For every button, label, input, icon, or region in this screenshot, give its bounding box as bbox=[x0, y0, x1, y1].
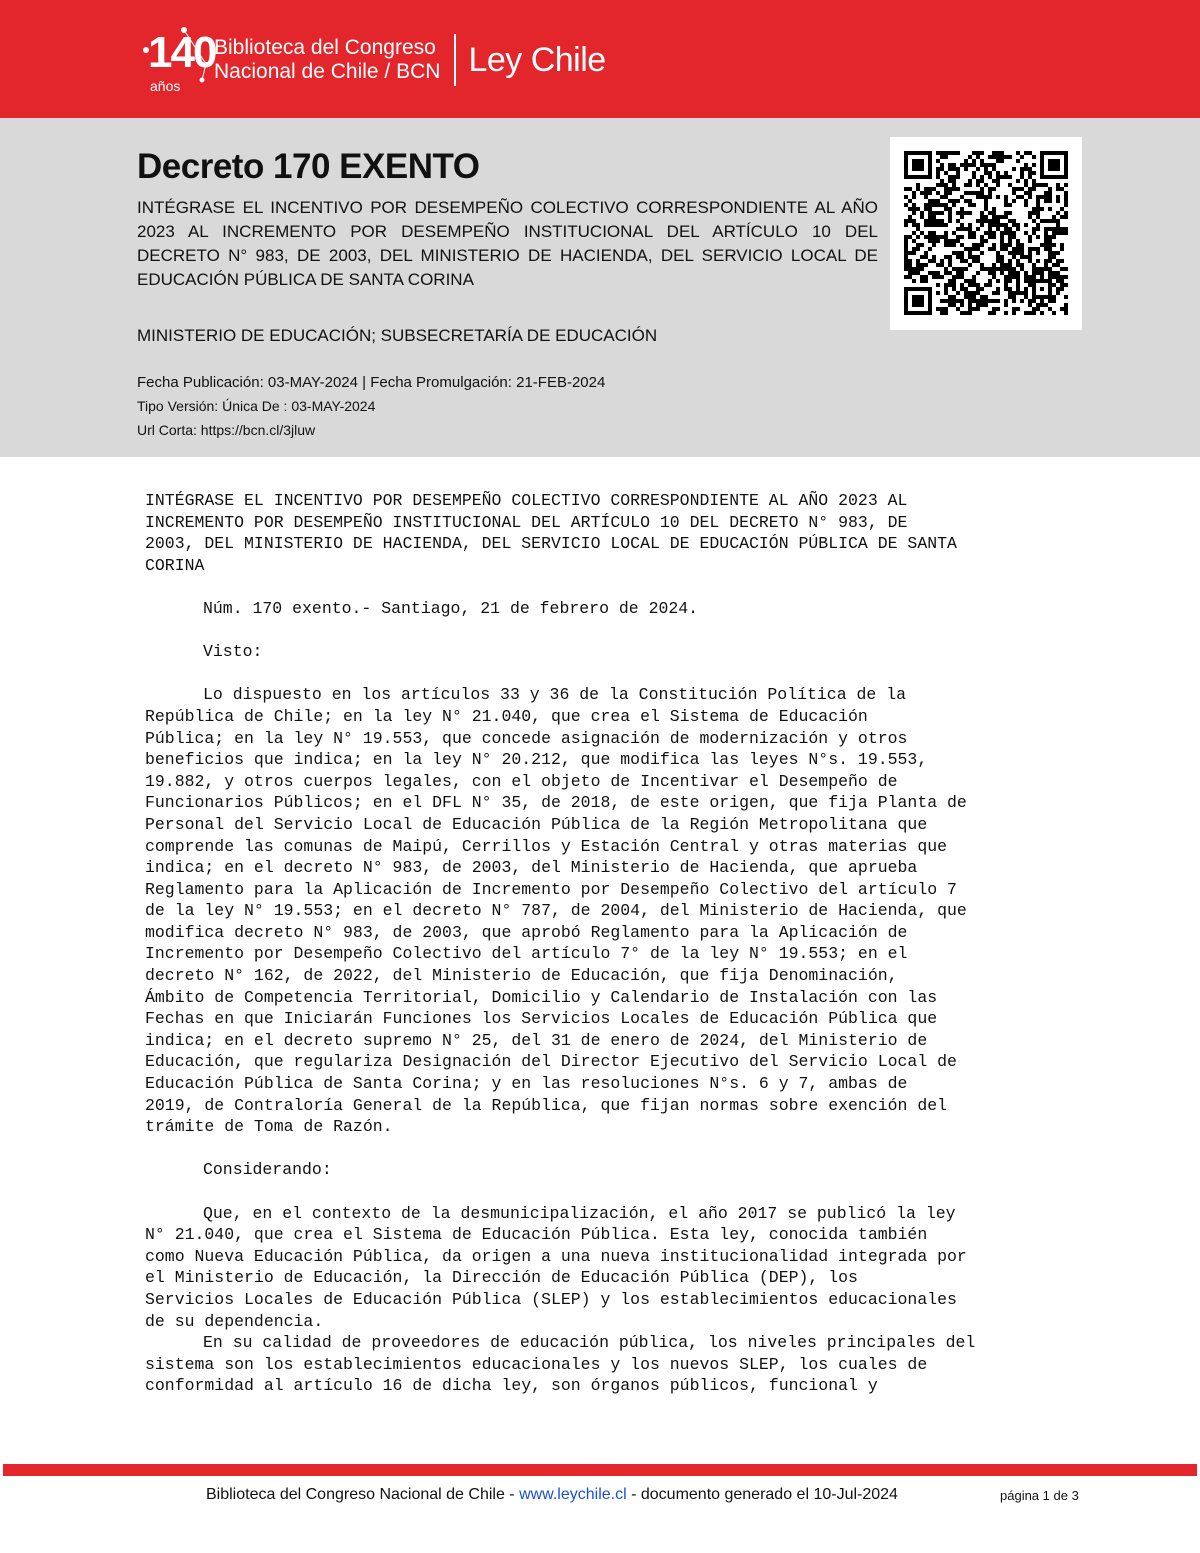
footer-text-after: - documento generado el 10-Jul-2024 bbox=[626, 1486, 898, 1503]
considerando-label: Considerando: bbox=[203, 1160, 332, 1180]
considerando-paragraph-2: En su calidad de proveedores de educación pública, los niveles principales del sistema son los establecimientos educacionales y los nuevos SLEP, los cuales de conformidad al artículo 16 de dicha ley, son órganos públicos, funcional y bbox=[145, 1333, 976, 1396]
document-organism: MINISTERIO DE EDUCACIÓN; SUBSECRETARÍA DE EDUCACIÓN bbox=[137, 326, 658, 345]
org-name bbox=[214, 36, 440, 84]
footer-text bbox=[206, 1486, 898, 1504]
decree-number-line: Núm. 170 exento.- Santiago, 21 de febrero de 2024. bbox=[203, 598, 699, 618]
bcn-logo[interactable] bbox=[140, 20, 606, 100]
anniversary-badge bbox=[140, 22, 216, 98]
product-name: Ley Chile bbox=[468, 40, 606, 79]
document-subtitle: INTÉGRASE EL INCENTIVO POR DESEMPEÑO COLECTIVO CORRESPONDIENTE AL AÑO 2023 AL INCREMENTO POR DESEMPEÑO INSTITUCIONAL DEL ARTÍCULO 10 DEL DECRETO N° 983, DE 2003, DEL MINISTERIO DE HACIENDA, DEL SERVICIO LOCAL DE EDUCACIÓN PÚBLICA DE SANTA CORINA bbox=[137, 198, 878, 289]
org-name-line1: Biblioteca del Congreso bbox=[214, 36, 436, 59]
qr-code-icon bbox=[904, 151, 1068, 315]
anniversary-word: años bbox=[150, 78, 181, 94]
qr-code-box bbox=[890, 137, 1082, 330]
document-body bbox=[145, 490, 1135, 1397]
body-heading: INTÉGRASE EL INCENTIVO POR DESEMPEÑO COLECTIVO CORRESPONDIENTE AL AÑO 2023 AL INCREMENTO POR DESEMPEÑO INSTITUCIONAL DEL ARTÍCULO 10 DEL DECRETO N° 983, DE 2003, DEL MINISTERIO DE HACIENDA, DEL SERVICIO LOCAL DE EDUCACIÓN PÚBLICA DE SANTA CORINA bbox=[145, 491, 957, 575]
document-short-url[interactable]: Url Corta: https://bcn.cl/3jluw bbox=[137, 422, 316, 438]
footer-divider bbox=[3, 1464, 1197, 1476]
page-number: página 1 de 3 bbox=[1000, 1488, 1079, 1503]
footer-link[interactable]: www.leychile.cl bbox=[519, 1486, 627, 1503]
anniversary-number: 140 bbox=[148, 28, 216, 77]
document-version-type: Tipo Versión: Única De : 03-MAY-2024 bbox=[137, 398, 376, 414]
logo-divider bbox=[454, 34, 456, 86]
visto-label: Visto: bbox=[203, 642, 263, 662]
org-name-line2: Nacional de Chile / BCN bbox=[214, 60, 441, 83]
document-title: Decreto 170 EXENTO bbox=[137, 147, 480, 186]
considerando-paragraph-1: Que, en el contexto de la desmunicipalización, el año 2017 se publicó la ley N° 21.040, que crea el Sistema de Educación Pública. Esta ley, conocida también como Nueva Educación Pública, da origen a una nueva institucionalidad integrada por el Ministerio de Educación, la Dirección de Educación Pública (DEP), los Servicios Locales de Educación Pública (SLEP) y los establecimientos educacionales de su dependencia. bbox=[145, 1203, 967, 1331]
document-dates: Fecha Publicación: 03-MAY-2024 | Fecha Promulgación: 21-FEB-2024 bbox=[137, 374, 606, 391]
top-banner bbox=[0, 0, 1200, 118]
footer-text-before: Biblioteca del Congreso Nacional de Chile - bbox=[206, 1486, 520, 1503]
visto-paragraph: Lo dispuesto en los artículos 33 y 36 de la Constitución Política de la República de Chile; en la ley N° 21.040, que crea el Sistema de Educación Pública; en la ley N° 19.553, que concede asignación de modernización y otros beneficios que indica; en la ley N° 20.212, que modifica las leyes N°s. 19.553, 19.882, y otros cuerpos legales, con el objeto de Incentivar el Desempeño de Funcionarios Públicos; en el DFL N° 35, de 2018, de este origen, que fija Planta de Personal del Servicio Local de Educación Pública de la Región Metropolitana que comprende las comunas de Maipú, Cerrillos y Estación Central y otras materias que indica; en el decreto N° 983, de 2003, del Ministerio de Hacienda, que aprueba Reglamento para la Aplicación de Incremento por Desempeño Colectivo del artículo 7 de la ley N° 19.553; en el decreto N° 787, de 2004, del Ministerio de Hacienda, que modifica decreto N° 983, de 2003, que aprobó Reglamento para la Aplicación de Incremento por Desempeño Colectivo del artículo 7° de la ley N° 19.553; en el decreto N° 162, de 2022, del Ministerio de Educación, que fija Denominación, Ámbito de Competencia Territorial, Domicilio y Calendario de Instalación con las Fechas en que Iniciarán Funciones los Servicios Locales de Educación Pública que indica; en el decreto supremo N° 25, del 31 de enero de 2024, del Ministerio de Educación, que regulariza Designación del Director Ejecutivo del Servicio Local de Educación Pública de Santa Corina; y en las resoluciones N°s. 6 y 7, ambas de 2019, de Contraloría General de la República, que fijan normas sobre exención del trámite de Toma de Razón. bbox=[145, 685, 967, 1137]
